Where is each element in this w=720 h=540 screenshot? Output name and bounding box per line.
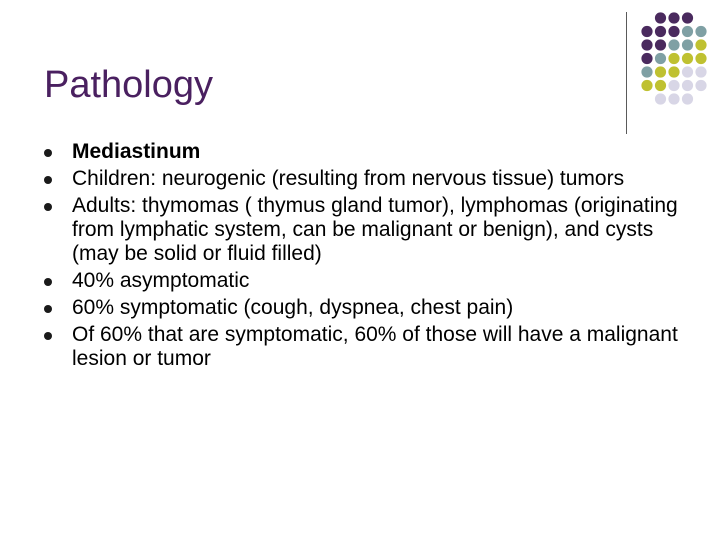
bullet-item xyxy=(44,140,694,164)
bullet-icon xyxy=(44,176,52,184)
bullet-text: 60% symptomatic (cough, dyspnea, chest pain) xyxy=(72,296,514,319)
decorative-dot xyxy=(655,93,666,104)
decorative-dot xyxy=(641,53,652,64)
bullet-text: Of 60% that are symptomatic, 60% of those will have a malignant lesion or tumor xyxy=(72,323,678,370)
bullet-icon xyxy=(44,149,52,157)
decorative-dot xyxy=(641,39,652,50)
decorative-dot xyxy=(668,39,679,50)
bullet-text: 40% asymptomatic xyxy=(72,269,250,292)
bullet-text: Children: neurogenic (resulting from nervous tissue) tumors xyxy=(72,167,625,190)
decorative-dot xyxy=(695,26,706,37)
bullet-item xyxy=(44,194,694,266)
decorative-dot xyxy=(682,12,693,23)
decorative-dot xyxy=(695,80,706,91)
bullet-item xyxy=(44,167,694,191)
decorative-dot xyxy=(695,66,706,77)
bullet-text: Adults: thymomas ( thymus gland tumor), lymphomas (originating from lymphatic system, can be malignant or benign), and cysts (may be solid or fluid filled) xyxy=(72,194,678,265)
decorative-dot xyxy=(682,39,693,50)
decorative-dot xyxy=(668,80,679,91)
decorative-dot xyxy=(655,66,666,77)
decorative-dot xyxy=(641,80,652,91)
bullet-item xyxy=(44,323,694,371)
decorative-dot xyxy=(655,39,666,50)
decorative-dot xyxy=(668,53,679,64)
decorative-dot xyxy=(668,12,679,23)
bullet-item xyxy=(44,269,694,293)
decorative-dot xyxy=(682,53,693,64)
decorative-dot xyxy=(668,26,679,37)
decorative-dot xyxy=(655,53,666,64)
vertical-divider xyxy=(626,12,627,134)
decorative-dot xyxy=(668,93,679,104)
decorative-dot xyxy=(641,26,652,37)
decorative-dot xyxy=(682,66,693,77)
decorative-dot xyxy=(655,26,666,37)
bullet-icon xyxy=(44,203,52,211)
decorative-dot xyxy=(695,39,706,50)
decorative-dot xyxy=(695,53,706,64)
bullet-text: Mediastinum xyxy=(72,140,201,163)
decorative-dot xyxy=(655,80,666,91)
decorative-dot xyxy=(641,66,652,77)
bullet-icon xyxy=(44,305,52,313)
decorative-dot xyxy=(668,66,679,77)
bullet-list xyxy=(44,140,694,374)
decorative-dot xyxy=(682,26,693,37)
decorative-dot xyxy=(682,93,693,104)
decorative-dot xyxy=(655,12,666,23)
decorative-dot xyxy=(682,80,693,91)
slide-title: Pathology xyxy=(44,64,214,106)
bullet-icon xyxy=(44,332,52,340)
bullet-icon xyxy=(44,278,52,286)
bullet-item xyxy=(44,296,694,320)
